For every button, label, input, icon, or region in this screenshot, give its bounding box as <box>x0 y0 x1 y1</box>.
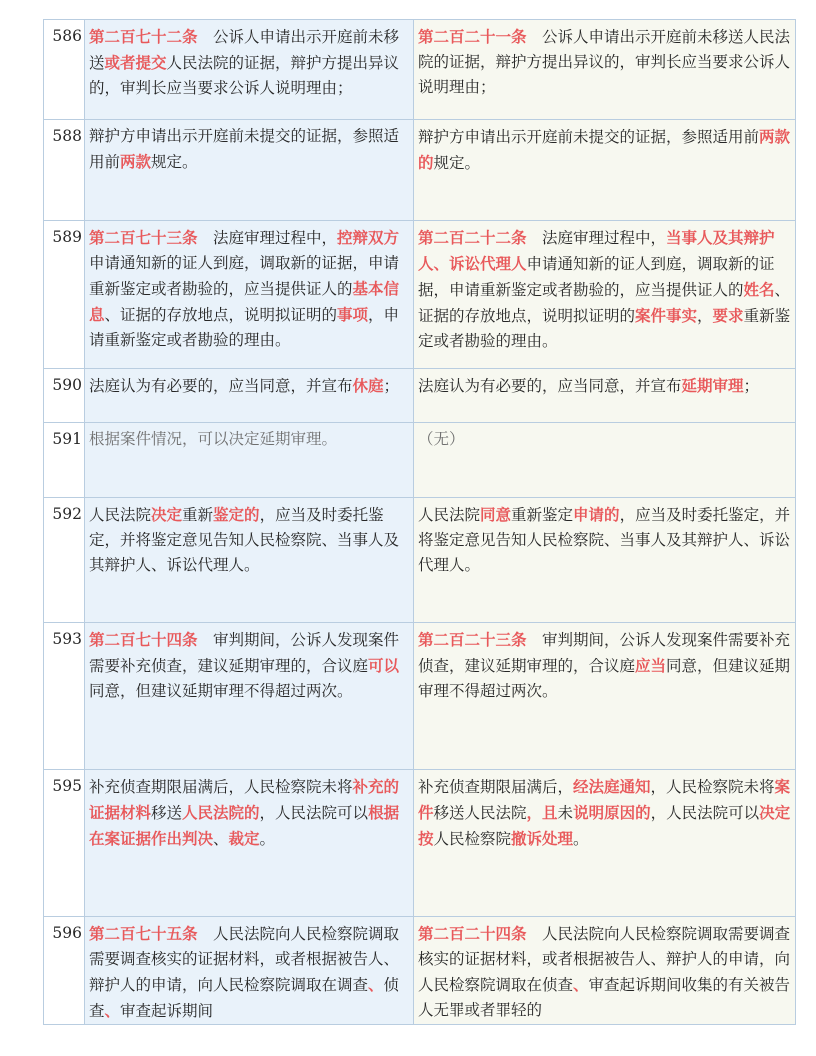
highlighted-text: 同意 <box>480 505 512 524</box>
new-text-cell <box>85 917 414 1025</box>
old-text-cell <box>414 120 796 221</box>
text-segment: 人民法院向人民检察院调取需要调查核实的证据材料，或者根据被告人、辩护人的申请，向人民检察院调取在调查 <box>89 925 400 994</box>
row-number: 590 <box>44 369 85 423</box>
new-text-cell <box>85 623 414 770</box>
highlighted-text: 第二百七十五条 <box>89 924 198 943</box>
old-text-cell <box>414 498 796 623</box>
highlighted-text: 补充的证据材料 <box>89 777 400 822</box>
text-segment: 重新 <box>182 506 214 524</box>
text-segment: 法庭审理过程中， <box>197 229 338 247</box>
text-segment: 规定。 <box>433 154 481 172</box>
highlighted-text: 、 <box>573 975 589 994</box>
highlighted-text: 决定按 <box>418 803 791 848</box>
highlighted-text: 控辩双方 <box>337 228 400 247</box>
highlighted-text: 撤诉处理 <box>511 829 574 848</box>
comparison-table <box>43 19 796 1025</box>
text-segment: 、证据的存放地点，说明拟证明的 <box>104 306 338 324</box>
table-row <box>44 770 796 917</box>
row-number: 596 <box>44 917 85 1025</box>
text-segment: 人民法院 <box>418 506 481 524</box>
text-segment: 人民法院 <box>89 506 152 524</box>
table-row <box>44 917 796 1025</box>
highlighted-text: 休庭 <box>352 376 384 395</box>
old-text-cell <box>414 623 796 770</box>
text-segment: 申请通知新的证人到庭，调取新的证据，申请重新鉴定或者勘验的，应当提供证人的 <box>89 254 400 298</box>
text-segment: 。 <box>573 830 589 848</box>
new-text-cell <box>85 770 414 917</box>
text-segment: ，应当及时委托鉴定，并将鉴定意见告知人民检察院、当事人及其辩护人、诉讼代理人。 <box>89 506 400 574</box>
text-segment: 公诉人申请出示开庭前未移送人民法院的证据，辩护方提出异议的，审判长应当要求公诉人说明理由； <box>418 28 791 96</box>
text-segment: 根据案件情况，可以决定延期审理。 <box>89 430 338 448</box>
text-segment: 辩护方申请出示开庭前未提交的证据，参照适用前 <box>89 127 400 171</box>
highlighted-text: 可以 <box>368 656 400 675</box>
new-text-cell <box>85 369 414 423</box>
highlighted-text: 鉴定的 <box>213 505 260 524</box>
table-row <box>44 498 796 623</box>
old-text-cell <box>414 20 796 120</box>
text-segment: 未 <box>557 804 574 822</box>
text-segment: 人民检察院 <box>433 830 512 848</box>
highlighted-text: 两款 <box>120 152 152 171</box>
highlighted-text: 延期审理 <box>681 376 744 395</box>
text-segment: 。 <box>259 830 276 848</box>
text-segment: 法庭认为有必要的，应当同意，并宣布 <box>89 377 353 395</box>
table-row <box>44 623 796 770</box>
new-text-cell <box>85 423 414 498</box>
highlighted-text: 第二百二十二条 <box>418 228 527 247</box>
text-segment: 人民法院的证据，辩护方提出异议的，审判长应当要求公诉人说明理由； <box>89 54 400 97</box>
text-segment: 移送人民法院 <box>433 804 527 822</box>
table-row <box>44 369 796 423</box>
old-text-cell <box>414 423 796 498</box>
new-text-cell <box>85 20 414 120</box>
old-text-cell <box>414 770 796 917</box>
text-segment: 侦查 <box>89 976 400 1020</box>
old-text-cell <box>414 369 796 423</box>
highlighted-text: 决定 <box>151 505 183 524</box>
text-segment: ，申请重新鉴定或者勘验的理由。 <box>89 306 400 349</box>
table-row <box>44 423 796 498</box>
text-segment: 、 <box>213 830 229 848</box>
text-segment: 补充侦查期限届满后， <box>418 778 574 796</box>
text-segment: 公诉人申请出示开庭前未移送 <box>89 28 400 72</box>
highlighted-text: 第二百七十四条 <box>89 630 198 649</box>
highlighted-text: 案件事实 <box>635 306 698 325</box>
highlighted-text: ，且 <box>526 803 558 822</box>
text-segment: ，应当及时委托鉴定，并将鉴定意见告知人民检察院、当事人及其辩护人、诉讼代理人。 <box>418 506 791 574</box>
highlighted-text: 第二百二十三条 <box>418 630 527 649</box>
text-segment: （无） <box>418 430 465 448</box>
table-row <box>44 120 796 221</box>
old-text-cell <box>414 221 796 369</box>
highlighted-text: 当事人及其辩护人、诉讼代理人 <box>418 228 775 273</box>
text-segment: 审查起诉期间 <box>120 1002 214 1020</box>
text-segment: 审查起诉期间收集的有关被告人无罪或者罪轻的 <box>418 976 791 1019</box>
text-segment: 人民法院向人民检察院调取需要调查核实的证据材料，或者根据被告人、辩护人的申请，向人民检察院调取在侦查 <box>418 925 791 994</box>
text-segment: ，人民法院可以 <box>650 804 760 822</box>
text-segment: 同意，但建议延期审理不得超过两次。 <box>418 657 791 700</box>
highlighted-text: 说明原因的 <box>573 803 651 822</box>
text-segment: 法庭认为有必要的，应当同意，并宣布 <box>418 377 682 395</box>
text-segment: 、证据的存放地点，说明拟证明的 <box>418 281 791 325</box>
highlighted-text: 第二百二十一条 <box>418 27 527 46</box>
highlighted-text: 姓名 <box>743 280 775 299</box>
table-row <box>44 221 796 369</box>
row-number: 593 <box>44 623 85 770</box>
row-number: 589 <box>44 221 85 369</box>
highlighted-text: 基本信息 <box>89 279 400 324</box>
text-segment: 规定。 <box>151 153 198 171</box>
highlighted-text: 事项 <box>337 305 369 324</box>
new-text-cell <box>85 120 414 221</box>
highlighted-text: 申请的 <box>573 505 620 524</box>
text-segment: 重新鉴定或者勘验的理由。 <box>418 307 791 350</box>
highlighted-text: 裁定 <box>228 829 260 848</box>
text-segment: 审判期间，公诉人发现案件需要补充侦查，建议延期审理的，合议庭 <box>418 631 791 675</box>
highlighted-text: 第二百二十四条 <box>418 924 527 943</box>
table-row <box>44 20 796 120</box>
new-text-cell <box>85 221 414 369</box>
highlighted-text: 、 <box>104 1001 121 1020</box>
text-segment: 重新鉴定 <box>511 506 574 524</box>
highlighted-text: 案件 <box>418 777 791 822</box>
row-number: 595 <box>44 770 85 917</box>
row-number: 592 <box>44 498 85 623</box>
row-number: 591 <box>44 423 85 498</box>
text-segment: 移送 <box>151 804 183 822</box>
highlighted-text: 要求 <box>712 306 744 325</box>
text-segment: ； <box>383 377 400 395</box>
highlighted-text: 人民法院的 <box>182 803 260 822</box>
highlighted-text: 应当 <box>635 656 667 675</box>
new-text-cell <box>85 498 414 623</box>
text-segment: 同意，但建议延期审理不得超过两次。 <box>89 682 353 700</box>
highlighted-text: 第二百七十三条 <box>89 228 198 247</box>
row-number: 586 <box>44 20 85 120</box>
highlighted-text: 两款的 <box>418 127 791 172</box>
comparison-table-body <box>44 20 796 1025</box>
text-segment: 辩护方申请出示开庭前未提交的证据，参照适用前 <box>418 128 760 146</box>
text-segment: 法庭审理过程中， <box>526 229 667 247</box>
highlighted-text: 经法庭通知 <box>573 777 651 796</box>
text-segment: 申请通知新的证人到庭，调取新的证据，申请重新鉴定或者勘验的，应当提供证人的 <box>418 255 775 299</box>
text-segment: ； <box>743 377 760 395</box>
highlighted-text: 、 <box>368 975 384 994</box>
text-segment: 补充侦查期限届满后，人民检察院未将 <box>89 778 353 796</box>
old-text-cell <box>414 917 796 1025</box>
text-segment: 审判期间，公诉人发现案件需要补充侦查，建议延期审理的，合议庭 <box>89 631 400 675</box>
highlighted-text: 根据在案证据作出判决 <box>89 803 400 848</box>
text-segment: ，人民法院可以 <box>259 804 369 822</box>
highlighted-text: 或者提交 <box>104 53 167 72</box>
text-segment: ，人民检察院未将 <box>650 778 775 796</box>
row-number: 588 <box>44 120 85 221</box>
text-segment: ， <box>697 307 713 325</box>
highlighted-text: 第二百七十二条 <box>89 27 198 46</box>
